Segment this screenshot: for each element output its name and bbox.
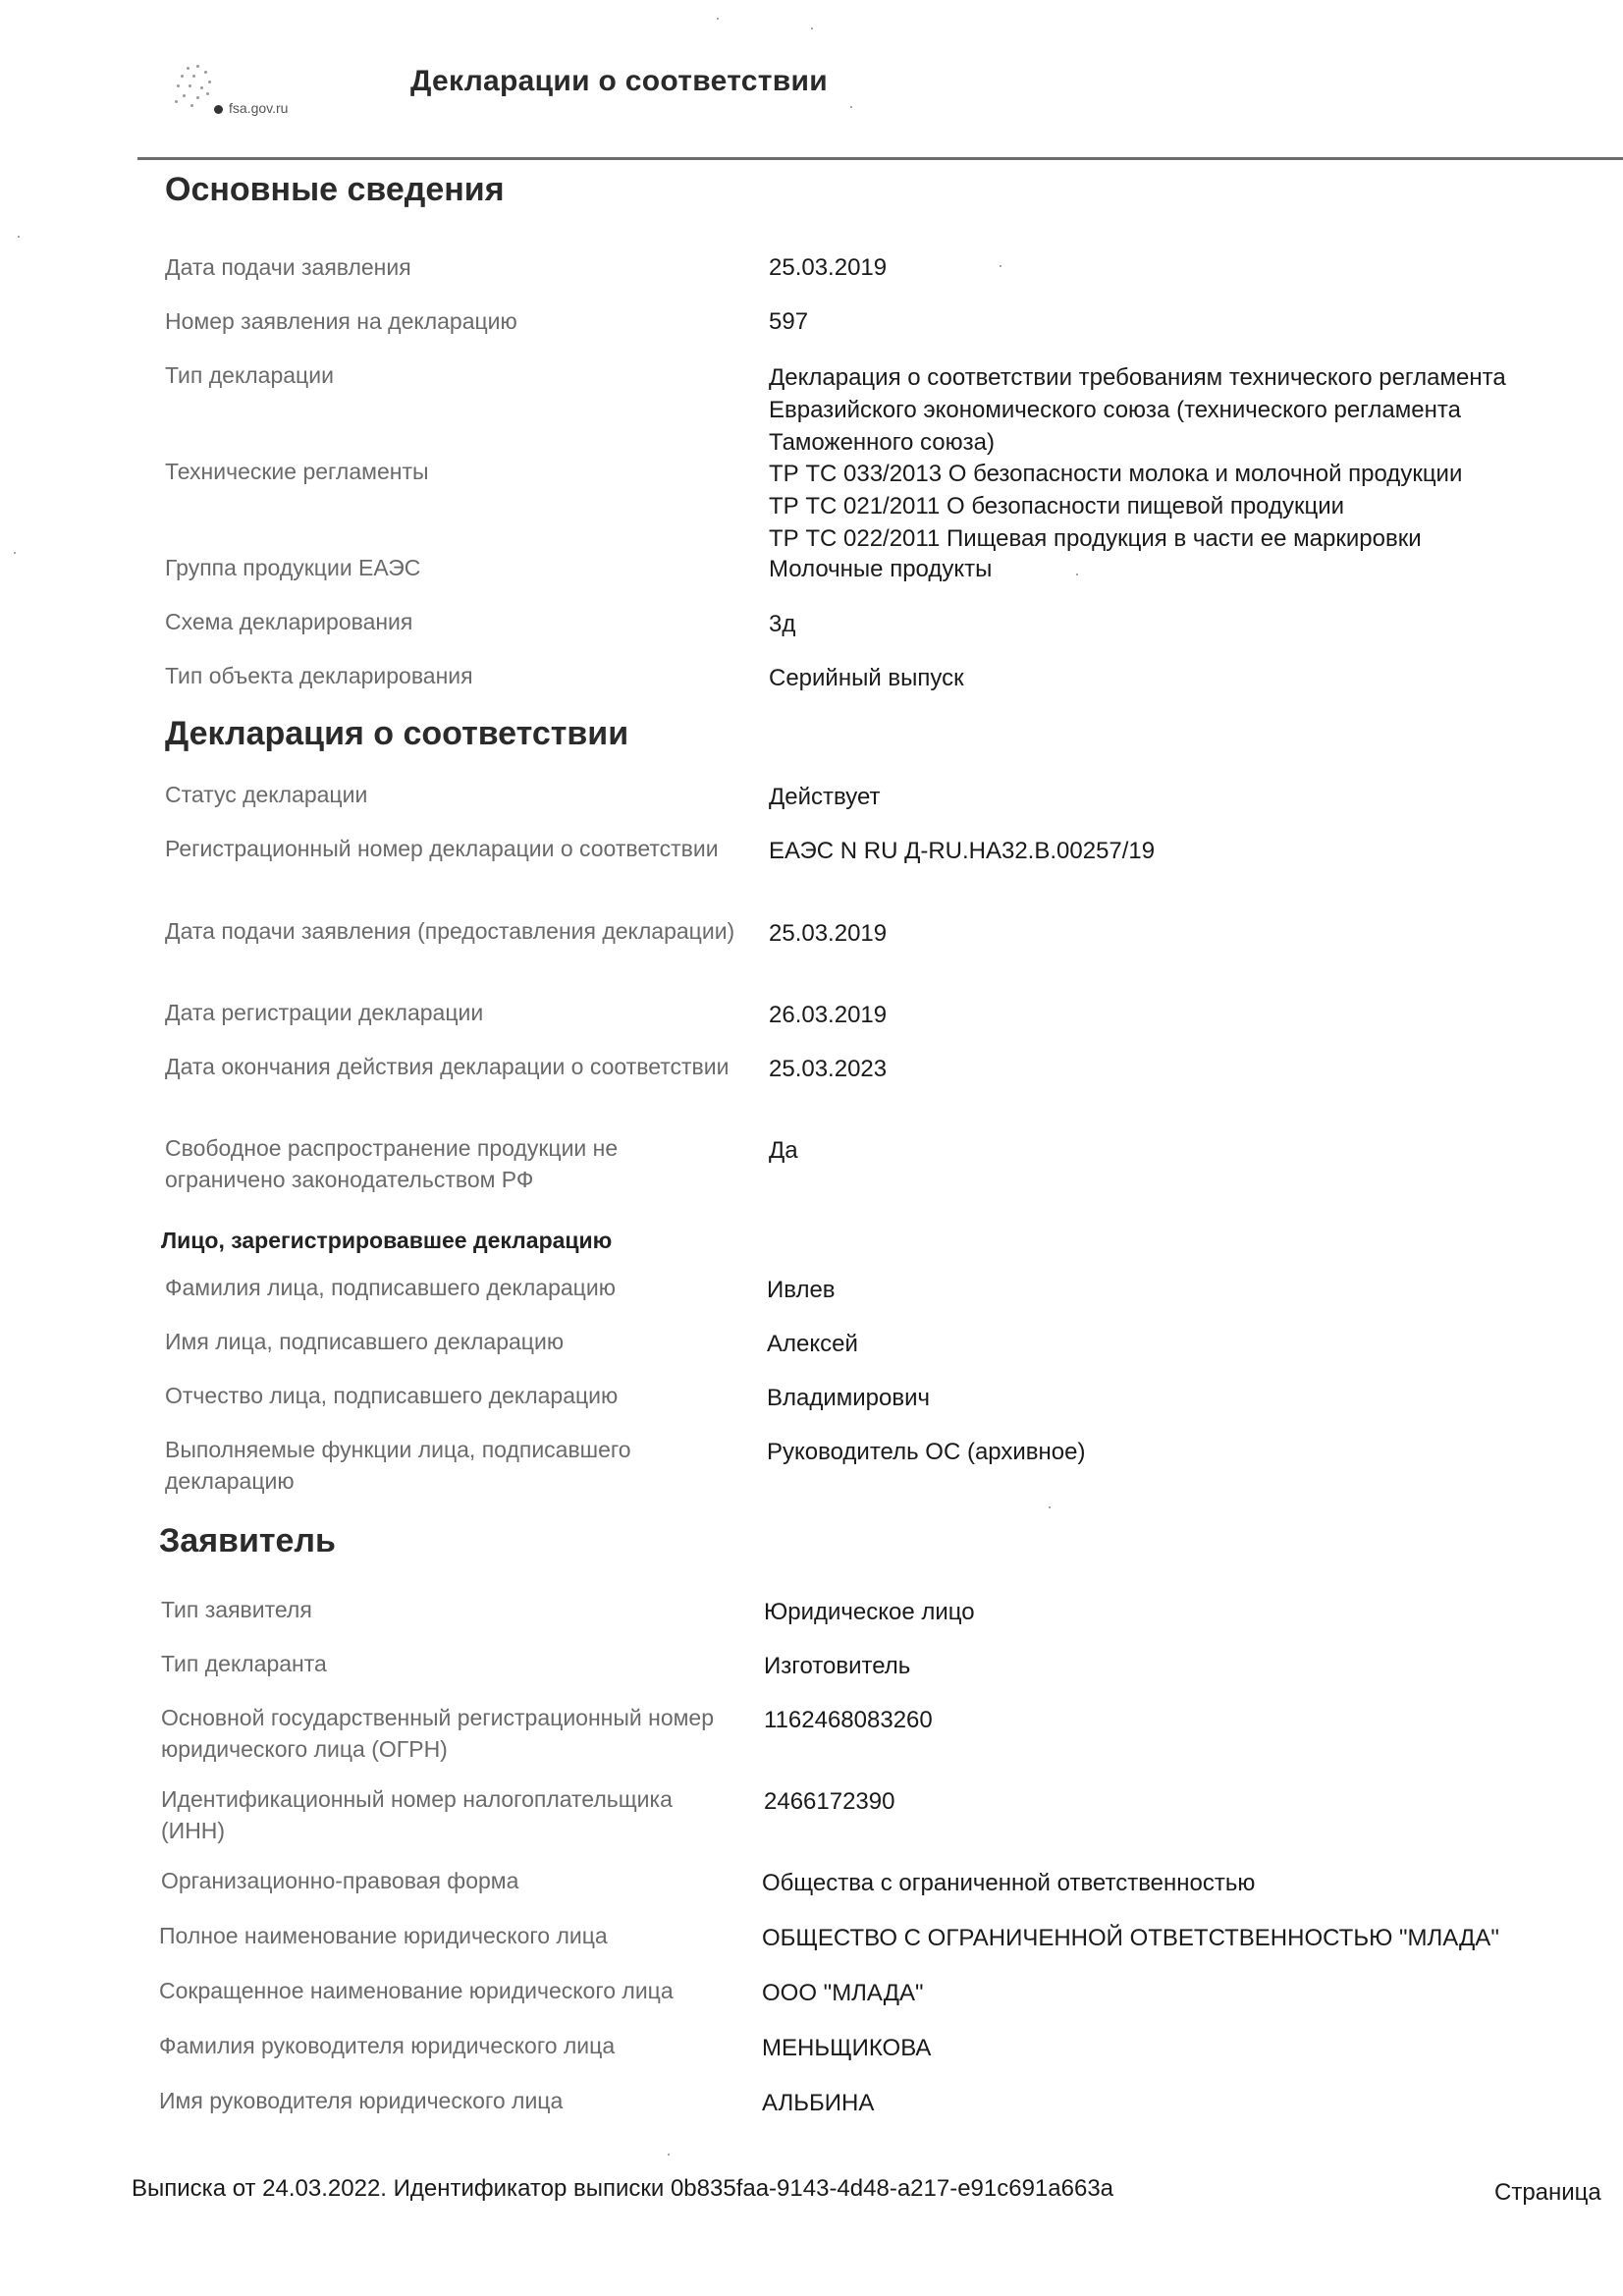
row-value: Алексей (767, 1331, 858, 1357)
row-value: Ивлев (767, 1277, 836, 1303)
extract-footer: Выписка от 24.03.2022. Идентификатор выписки 0b835faa-9143-4d48-a217-e91c691a663a (132, 2175, 1114, 2202)
row-value: Серийный выпуск (769, 665, 964, 691)
row-label: Дата подачи заявления (предоставления декларации) (165, 918, 735, 944)
page-label: Страница (1494, 2179, 1601, 2206)
section-title-applicant: Заявитель (159, 1522, 336, 1559)
document-title: Декларации о соответствии (410, 65, 828, 97)
scan-speck (14, 552, 16, 554)
row-value-regulation: ТР ТС 033/2013 О безопасности молока и молочной продукции (769, 461, 1463, 487)
row-label: Сокращенное наименование юридического лица (159, 1978, 674, 2003)
row-label: Дата окончания действия декларации о соответствии (165, 1054, 730, 1079)
row-label: Дата подачи заявления (165, 254, 411, 280)
row-value: Общества с ограниченной ответственностью (762, 1870, 1256, 1896)
row-label: Идентификационный номер налогоплательщика (ИНН) (161, 1786, 673, 1843)
row-label: Полное наименование юридического лица (159, 1923, 608, 1948)
row-value: Владимирович (767, 1385, 931, 1411)
row-value: 25.03.2019 (769, 254, 888, 281)
row-value-regulation: ТР ТС 022/2011 Пищевая продукция в части ее маркировки (769, 525, 1422, 552)
row-label: Имя лица, подписавшего декларацию (165, 1329, 565, 1354)
row-label: Дата регистрации декларации (165, 1000, 484, 1025)
row-label: Схема декларирования (165, 609, 413, 634)
row-label: Тип декларации (165, 362, 334, 388)
row-label: Свободное распространение продукции не ограничено законодательством РФ (165, 1135, 619, 1192)
row-label: Фамилия лица, подписавшего декларацию (165, 1275, 616, 1300)
row-label: Технические регламенты (165, 459, 429, 484)
row-value: ЕАЭС N RU Д-RU.НА32.В.00257/19 (769, 838, 1156, 864)
row-value: Действует (769, 784, 881, 810)
row-value: 26.03.2019 (769, 1002, 888, 1028)
row-value: 3д (769, 611, 796, 637)
row-value: Да (769, 1137, 798, 1164)
section-title-main: Основные сведения (165, 171, 505, 208)
scan-speck (18, 236, 20, 238)
scan-speck (811, 27, 813, 29)
row-value-regulation: ТР ТС 021/2011 О безопасности пищевой продукции (769, 493, 1345, 519)
row-value: ООО "МЛАДА" (762, 1980, 924, 2006)
row-value: 25.03.2023 (769, 1056, 888, 1082)
row-label: Выполняемые функции лица, подписавшего декларацию (165, 1437, 631, 1494)
row-value: ОБЩЕСТВО С ОГРАНИЧЕННОЙ ОТВЕТСТВЕННОСТЬЮ "МЛАДА" (762, 1925, 1499, 1951)
row-value: Изготовитель (764, 1653, 911, 1679)
row-value: 2466172390 (764, 1788, 895, 1815)
row-value: Руководитель ОС (архивное) (767, 1439, 1086, 1465)
scan-speck (850, 106, 852, 108)
row-label: Номер заявления на декларацию (165, 308, 517, 334)
subsection-title-registrar: Лицо, зарегистрировавшее декларацию (161, 1228, 613, 1253)
row-label: Статус декларации (165, 782, 368, 807)
row-label: Организационно-правовая форма (161, 1868, 519, 1893)
row-value: АЛЬБИНА (762, 2090, 875, 2116)
header-divider (137, 157, 1623, 160)
row-label: Фамилия руководителя юридического лица (159, 2033, 616, 2058)
logo-site-text: fsa.gov.ru (214, 100, 288, 116)
row-label: Тип декларанта (161, 1651, 327, 1676)
row-value: Декларация о соответствии требованиям технического регламента Евразийского экономического союза (технического регламента Таможенного союза) (769, 364, 1506, 456)
row-value: 597 (769, 308, 809, 335)
row-value: МЕНЬЩИКОВА (762, 2035, 932, 2061)
scan-speck (1049, 1506, 1051, 1508)
row-label: Группа продукции ЕАЭС (165, 555, 421, 580)
section-title-declaration: Декларация о соответствии (165, 715, 629, 752)
row-value: 25.03.2019 (769, 920, 888, 947)
row-label: Отчество лица, подписавшего декларацию (165, 1383, 619, 1408)
scan-speck (1076, 574, 1078, 575)
row-value: Молочные продукты (769, 556, 993, 582)
row-label: Тип объекта декларирования (165, 663, 473, 688)
row-value: Юридическое лицо (764, 1599, 975, 1625)
row-value: 1162468083260 (764, 1707, 933, 1733)
row-label: Имя руководителя юридического лица (159, 2088, 564, 2113)
scan-speck (1000, 265, 1001, 267)
row-label: Тип заявителя (161, 1597, 312, 1622)
scan-speck (668, 2154, 670, 2156)
scan-speck (717, 18, 719, 20)
row-label: Регистрационный номер декларации о соответствии (165, 836, 719, 861)
fsa-logo (167, 61, 353, 130)
row-label: Основной государственный регистрационный номер юридического лица (ОГРН) (161, 1705, 715, 1762)
